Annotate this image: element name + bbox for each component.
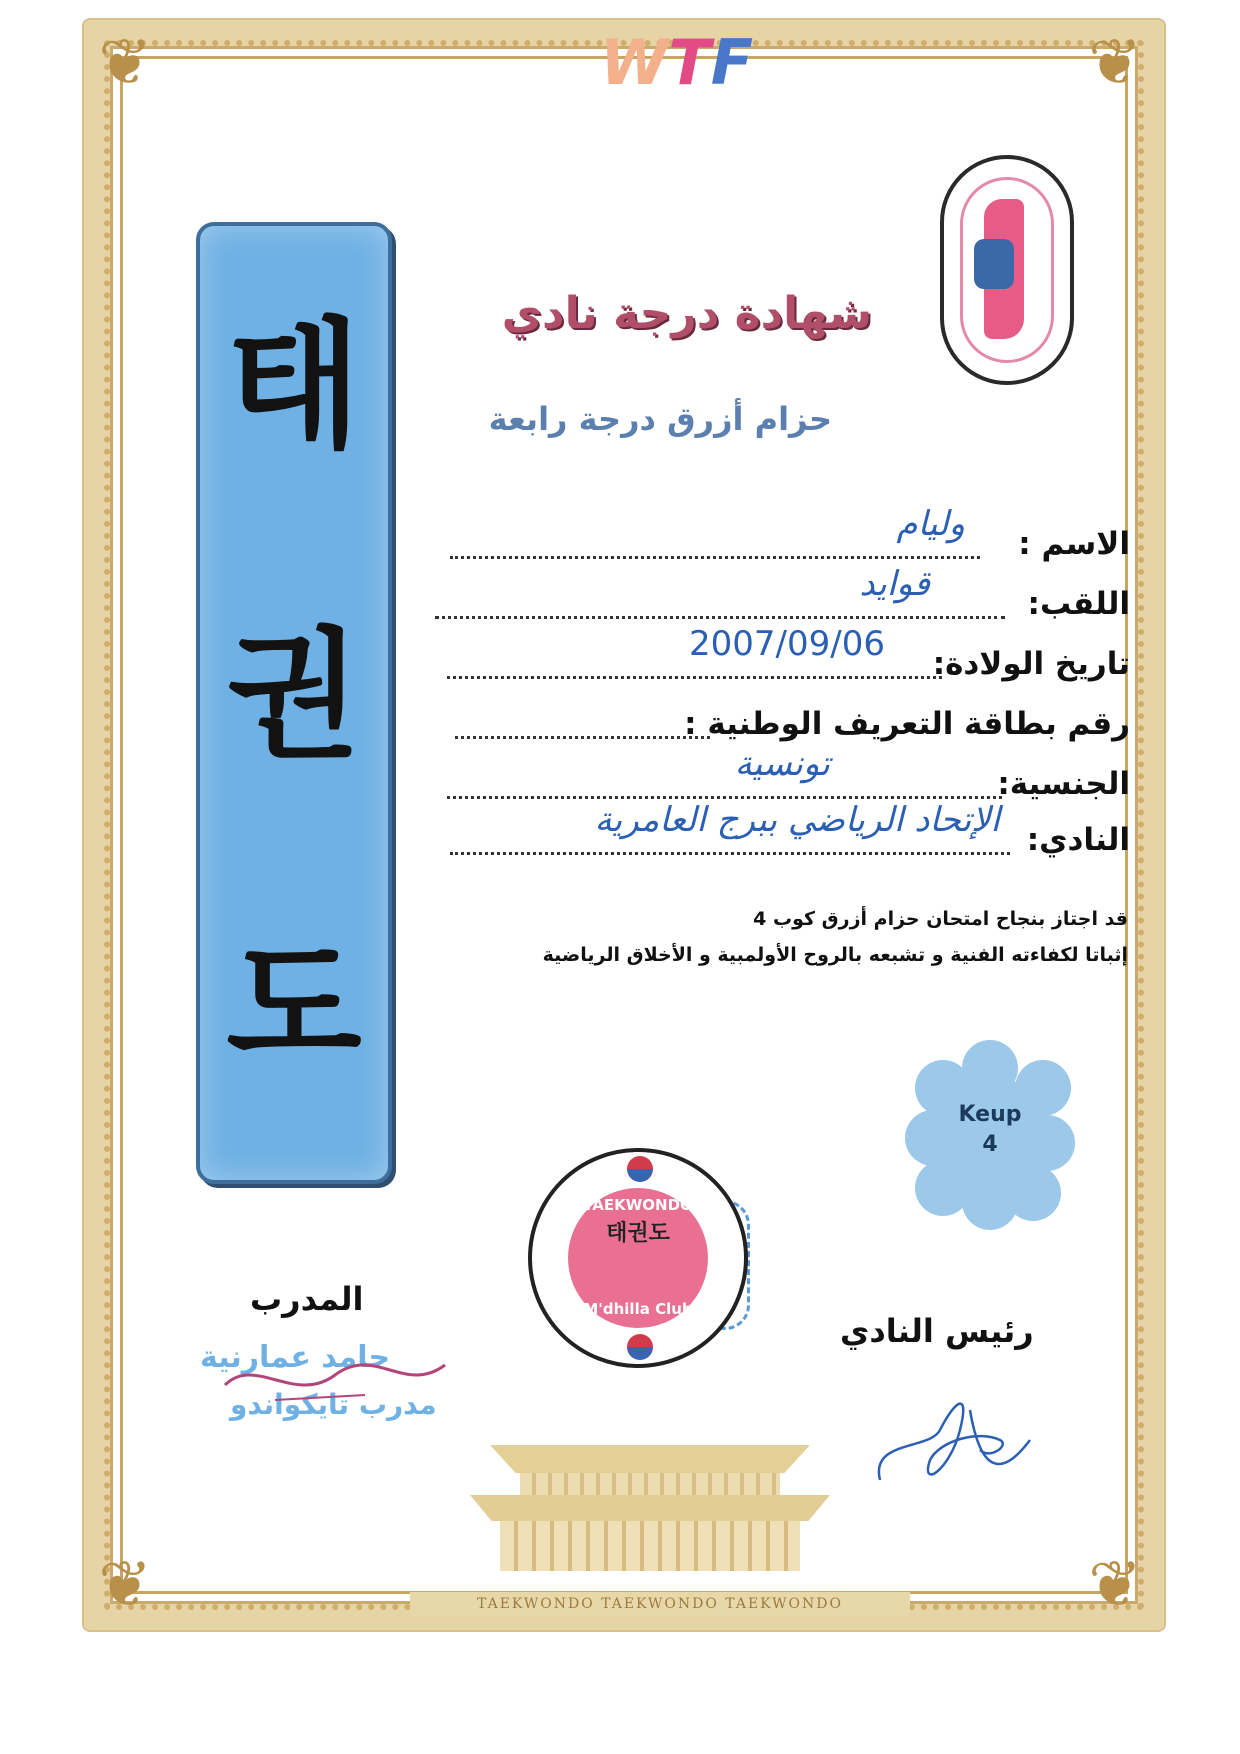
dotted-line [447, 796, 1002, 799]
hangul-do: 도 [226, 924, 362, 1088]
keup-number: 4 [982, 1132, 998, 1157]
yin-yang-icon [627, 1334, 653, 1360]
keup-rosette [905, 1040, 1075, 1230]
corner-ornament-icon: ❦ [1088, 26, 1142, 100]
dotted-line [450, 556, 980, 559]
certificate-title: شهادة درجة نادي [501, 288, 872, 339]
fighter-icon [974, 239, 1014, 289]
corner-ornament-icon: ❦ [1088, 1548, 1142, 1622]
hangul-kwon: 권 [226, 614, 362, 778]
field-name [450, 504, 1130, 570]
field-club [440, 800, 1130, 866]
corner-ornament-icon: ❦ [98, 1548, 152, 1622]
wtf-logo: WTF [600, 26, 754, 99]
field-label: الجنسية: [997, 766, 1130, 802]
club-emblem [528, 1148, 748, 1368]
corner-ornament-icon: ❦ [98, 26, 152, 100]
yin-yang-icon [627, 1156, 653, 1182]
dotted-line [447, 676, 942, 679]
bottom-band-text: TAEKWONDO TAEKWONDO TAEKWONDO [410, 1592, 910, 1616]
club-center-text: 태권도 [606, 1221, 670, 1246]
field-label: اللقب: [1027, 586, 1130, 622]
handwritten-value: قوايد [859, 564, 930, 604]
coach-stamp-title: مدرب تايكواندو [230, 1388, 437, 1421]
coach-signature [215, 1345, 455, 1415]
president-label: رئيس النادي [840, 1312, 1034, 1350]
field-label: رقم بطاقة التعريف الوطنية : [684, 706, 1130, 742]
keup-label: Keup [958, 1102, 1022, 1127]
field-birthdate [440, 624, 1130, 690]
pagoda-building-illustration [460, 1435, 840, 1585]
dotted-line [435, 616, 1005, 619]
coach-label: المدرب [250, 1280, 364, 1318]
handwritten-value: تونسية [734, 744, 830, 784]
field-label: تاريخ الولادة: [932, 646, 1130, 682]
club-top-text: TAEKWONDO [583, 1196, 693, 1214]
federation-seal [940, 155, 1074, 385]
dotted-line [455, 736, 710, 739]
handwritten-value: وليام [896, 504, 965, 544]
handwritten-value: الإتحاد الرياضي ببرج العامرية [594, 800, 1000, 840]
dotted-line [450, 852, 1010, 855]
coach-stamp-name: حامد عمارنية [200, 1340, 391, 1375]
statement-line-1: قد اجتاز بنجاح امتحان حزام أزرق كوب 4 [753, 908, 1128, 930]
field-label: الاسم : [1018, 526, 1130, 562]
certificate-subtitle: حزام أزرق درجة رابعة [488, 400, 832, 438]
statement-line-2: إثباتا لكفاءته الفنية و تشبعه بالروح الأولمبية و الأخلاق الرياضية [542, 944, 1128, 966]
taekwondo-hangul-panel [196, 222, 392, 1184]
handwritten-value: 2007/09/06 [689, 624, 885, 664]
club-bottom-text: M'dhilla Club [583, 1300, 693, 1318]
president-signature [860, 1370, 1060, 1500]
hangul-tae: 태 [226, 304, 362, 468]
field-label: النادي: [1026, 822, 1130, 858]
